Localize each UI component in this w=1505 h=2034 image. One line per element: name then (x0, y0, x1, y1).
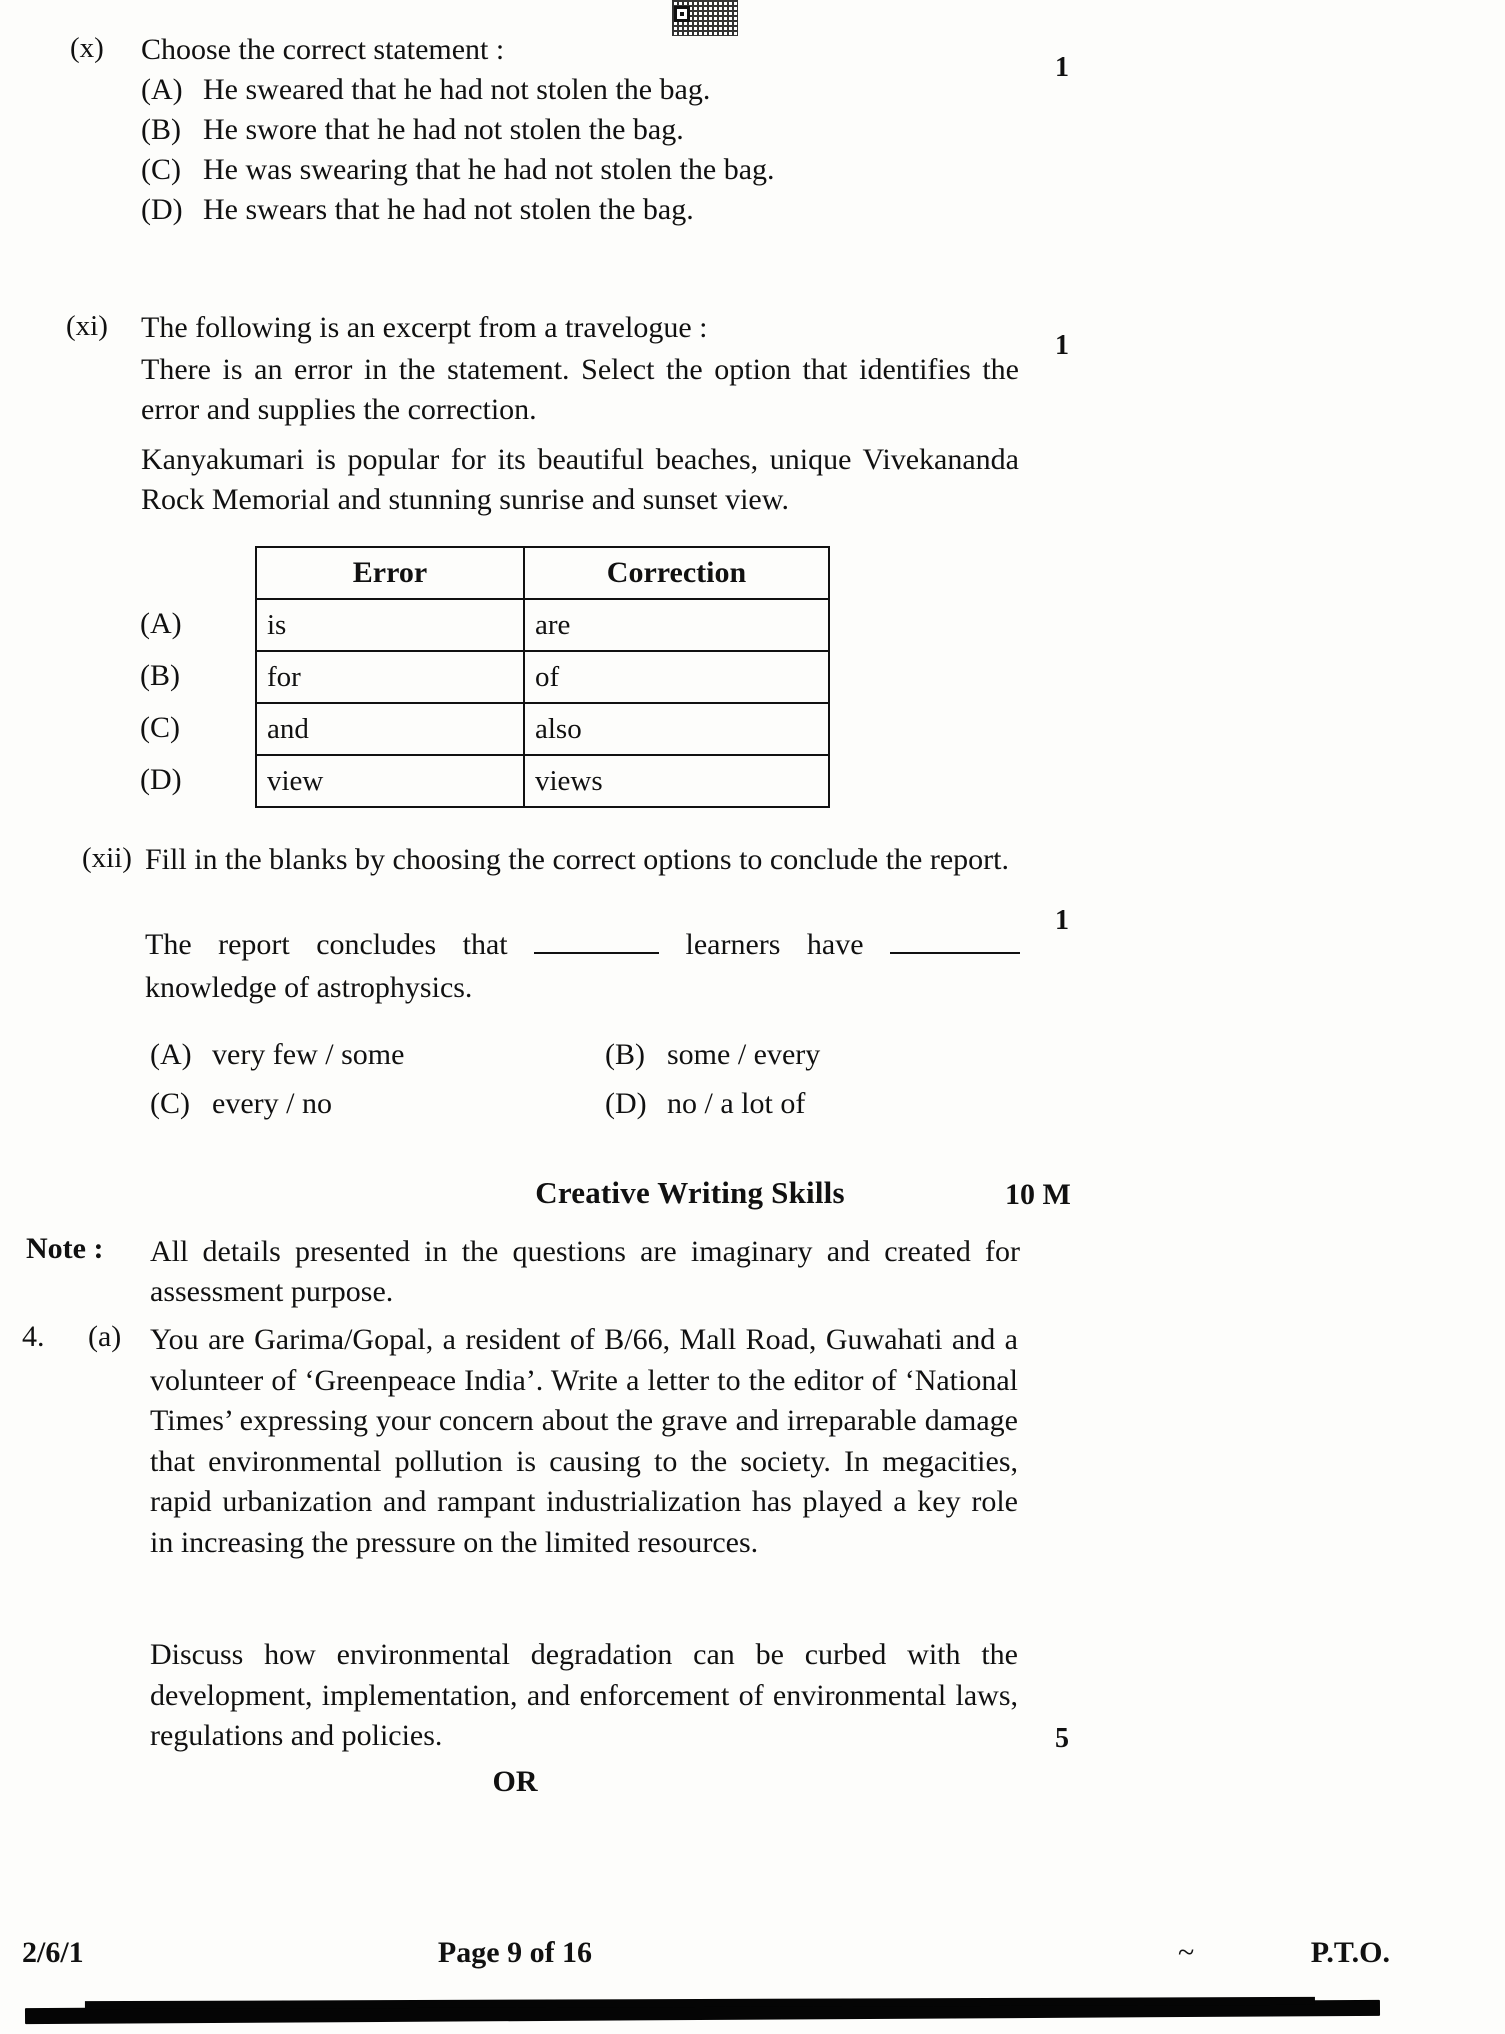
cell-correction: of (524, 651, 829, 703)
question-xi-label: (xi) (66, 310, 108, 342)
cell-error: view (256, 755, 524, 807)
option-text: He swore that he had not stolen the bag. (203, 113, 684, 146)
table-row (256, 703, 829, 755)
question-xi-marks: 1 (1055, 330, 1069, 361)
question-xii-sentence (145, 925, 1020, 1007)
section-title: Creative Writing Skills (535, 1175, 845, 1210)
option-label: (C) (141, 153, 181, 186)
question-4-number: 4. (22, 1320, 45, 1353)
table-row (256, 755, 829, 807)
question-xii-options (150, 1035, 1050, 1123)
cell-correction: also (524, 703, 829, 755)
cell-correction: views (524, 755, 829, 807)
question-xi-excerpt: Kanyakumari is popular for its beautiful beaches, unique Vivekananda Rock Memorial and stunning sunrise and sunset view. (141, 443, 1019, 516)
option-row (141, 150, 1091, 189)
question-4a-marks: 5 (1055, 1723, 1069, 1754)
sentence-word: that (462, 928, 508, 961)
sentence-word: learners (685, 928, 781, 961)
option-label: (A) (141, 73, 183, 106)
option-text: no / a lot of (667, 1087, 806, 1120)
question-4a-paragraph-1: You are Garima/Gopal, a resident of B/66, Mall Road, Guwahati and a volunteer of ‘Greenpeace India’. Write a letter to the editor of ‘National Times’ expressing your concern about the grave and irreparable damage that environmental pollution is causing to the society. In megacities, rapid urbanization and rampant industrialization has played a key role in increasing the pressure on the limited resources. (150, 1323, 1018, 1559)
sentence-word: concludes (316, 928, 437, 961)
paper-code: 2/6/1 (22, 1936, 84, 1969)
column-header-error: Error (256, 547, 524, 599)
option-label: (D) (141, 193, 183, 226)
option-text: He was swearing that he had not stolen the bag. (203, 153, 775, 186)
option-row (605, 1084, 1050, 1123)
table-row-label: (A) (140, 607, 182, 640)
option-label: (B) (141, 113, 181, 146)
option-label: (C) (150, 1087, 190, 1120)
or-separator: OR (492, 1765, 538, 1798)
column-header-correction: Correction (524, 547, 829, 599)
option-label: (B) (605, 1038, 645, 1071)
error-correction-table (255, 546, 830, 808)
table-row (256, 651, 829, 703)
scan-edge-bar (25, 2000, 1380, 2024)
blank-field-1[interactable] (534, 932, 659, 954)
question-xi-instruction: There is an error in the statement. Select the option that identifies the error and supplies the correction. (141, 353, 1019, 426)
question-xii-stem: Fill in the blanks by choosing the correct options to conclude the report. (145, 843, 1009, 876)
cell-error: and (256, 703, 524, 755)
table-row (256, 599, 829, 651)
pto-label: P.T.O. (1310, 1936, 1390, 1969)
error-table-row-labels (140, 598, 182, 806)
sentence-word: report (218, 928, 290, 961)
blank-field-2[interactable] (890, 932, 1020, 954)
page-footer (0, 1936, 1505, 1982)
option-row (150, 1035, 605, 1074)
sentence-word: The (145, 928, 192, 961)
option-label: (D) (605, 1087, 647, 1120)
page-number: Page 9 of 16 (437, 1936, 593, 1969)
cell-correction: are (524, 599, 829, 651)
table-row-label: (B) (140, 659, 180, 692)
question-x-options (141, 70, 1091, 229)
table-row-label: (D) (140, 763, 182, 796)
question-x-marks: 1 (1055, 52, 1069, 83)
section-marks: 10 M (1005, 1178, 1071, 1211)
option-text: every / no (212, 1087, 332, 1120)
option-row (141, 70, 1091, 109)
option-text: He swears that he had not stolen the bag. (203, 193, 694, 226)
cell-error: is (256, 599, 524, 651)
option-row (605, 1035, 1050, 1074)
option-text: He sweared that he had not stolen the bag. (203, 73, 711, 106)
note-label: Note : (26, 1232, 104, 1265)
question-4a-paragraph-2: Discuss how environmental degradation can be curbed with the development, implementation, and enforcement of environmental laws, regulations and policies. (150, 1638, 1018, 1752)
option-text: very few / some (212, 1038, 405, 1071)
question-x-stem: Choose the correct statement : (141, 33, 505, 66)
sentence-word: have (806, 928, 864, 961)
tilde-mark: ~ (1178, 1936, 1195, 1969)
option-row (150, 1084, 605, 1123)
option-label: (A) (150, 1038, 192, 1071)
option-text: some / every (667, 1038, 821, 1071)
question-4a-label: (a) (88, 1320, 122, 1353)
question-xii-marks: 1 (1055, 905, 1069, 936)
option-row (141, 190, 1091, 229)
question-xi-stem: The following is an excerpt from a travelogue : (141, 311, 708, 344)
option-row (141, 110, 1091, 149)
note-text: All details presented in the questions are imaginary and created for assessment purpose. (150, 1235, 1020, 1308)
table-header-row (256, 547, 829, 599)
cell-error: for (256, 651, 524, 703)
sentence-tail: knowledge of astrophysics. (145, 970, 473, 1004)
table-row-label: (C) (140, 711, 180, 744)
question-x-label: (x) (70, 32, 104, 64)
question-xii-label: (xii) (82, 842, 132, 874)
